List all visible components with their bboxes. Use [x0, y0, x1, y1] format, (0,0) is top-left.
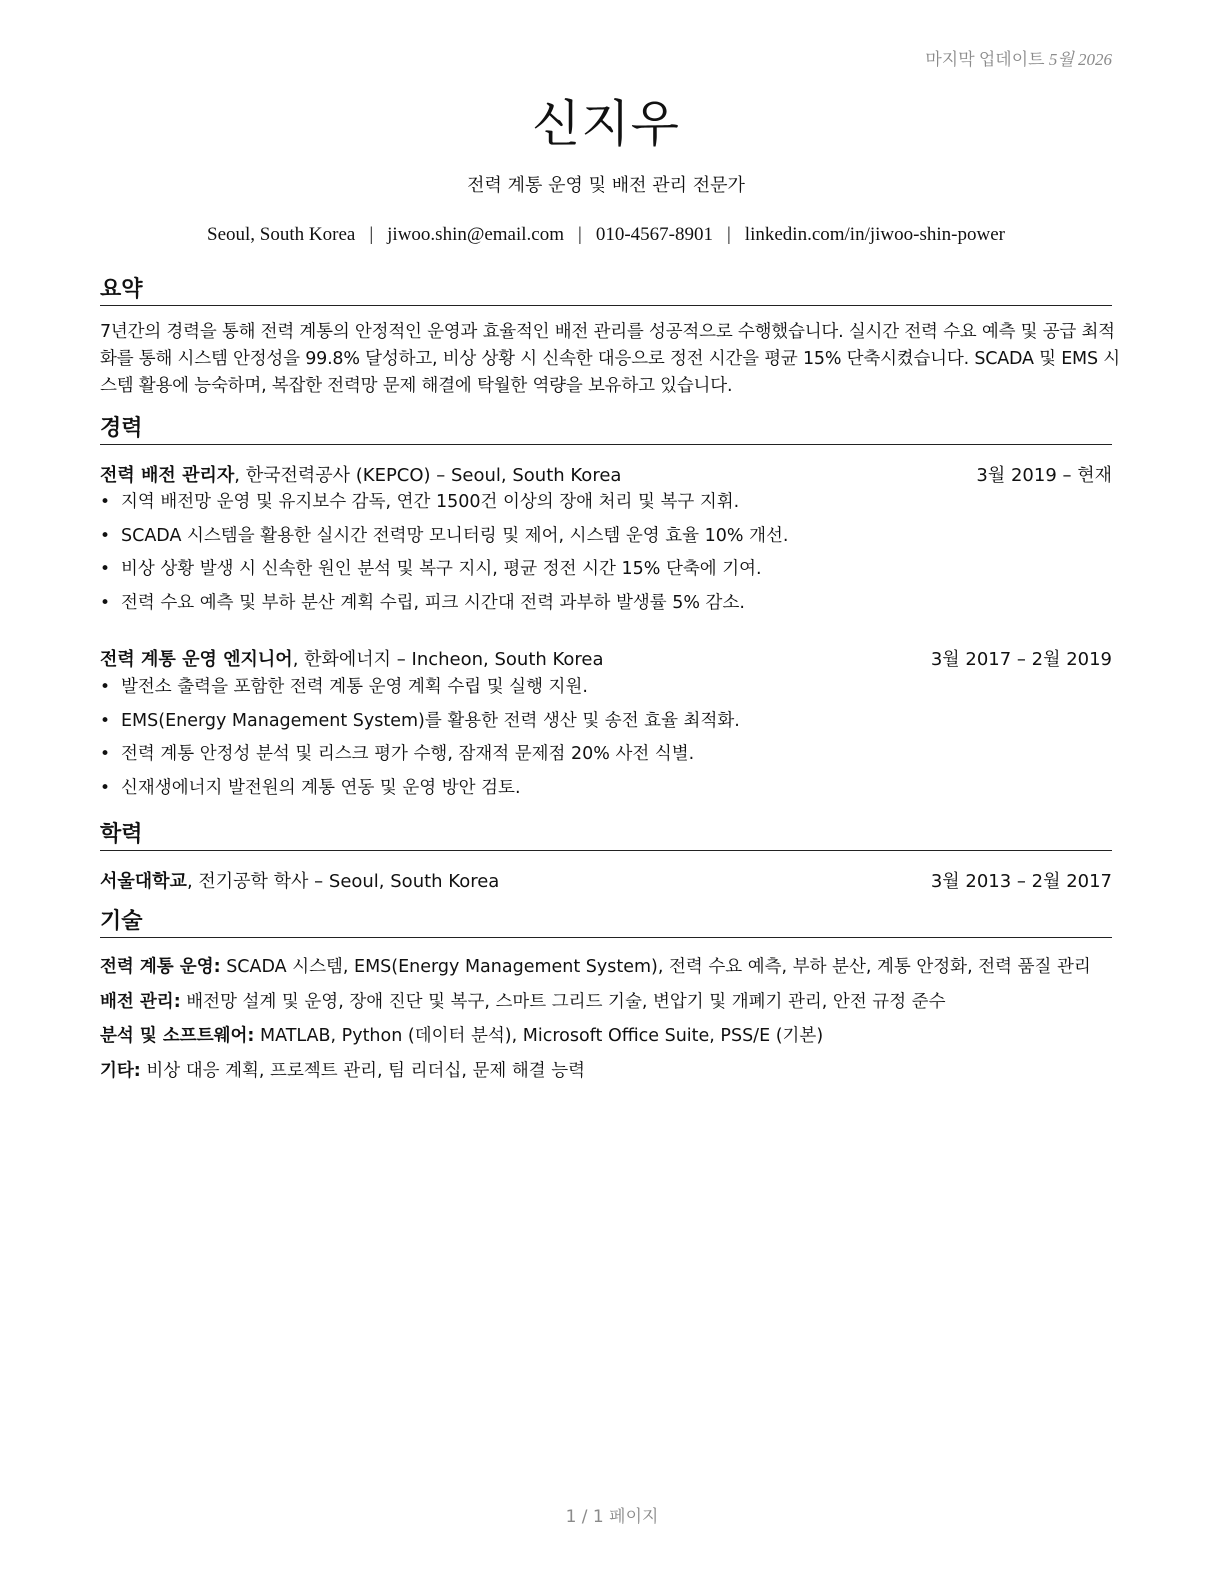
- section-title-education: 학력: [100, 821, 1112, 851]
- bullet-icon: •: [100, 492, 111, 512]
- skill-row: [100, 1054, 1120, 1089]
- list-item-text: 전력 수요 예측 및 부하 분산 계획 수립, 피크 시간대 전력 과부하 발생률 5% 감소.: [121, 592, 745, 613]
- bullet-icon: •: [100, 710, 111, 731]
- bullet-icon: •: [100, 677, 111, 697]
- section-title-experience: 경력: [100, 415, 1112, 445]
- list-item-text: 신재생에너지 발전원의 계통 연동 및 운영 방안 검토.: [121, 777, 521, 798]
- list-item: [100, 772, 740, 806]
- summary-text: 7년간의 경력을 통해 전력 계통의 안정적인 운영과 효율적인 배전 관리를 성공적으로 수행했습니다. 실시간 전력 수요 예측 및 공급 최적화를 통해 시스템 안정성을 99.8% 달성하고, 비상 상황 시 신속한 대응으로 정전 시간을 평균 15% 단축시켰습니다. SCADA 및 EMS 시스템 활용에 능숙하며, 복잡한 전력망 문제 해결에 탁월한 역량을 보유하고 있습니다.: [100, 322, 1120, 396]
- skill-value: 배전망 설계 및 운영, 장애 진단 및 복구, 스마트 그리드 기술, 변압기 및 개폐기 관리, 안전 규정 준수: [180, 991, 946, 1012]
- contact-separator: |: [578, 224, 582, 245]
- bullet-icon: •: [100, 592, 111, 613]
- skill-label: 기타:: [100, 1060, 141, 1081]
- list-item: [100, 486, 788, 520]
- job-dates: 3월 2019 – 현재: [976, 465, 1112, 486]
- bullet-icon: •: [100, 559, 111, 579]
- contact-line: [100, 224, 1112, 246]
- resume-page: [100, 0, 1120, 1584]
- job-dates: 3월 2017 – 2월 2019: [930, 649, 1112, 670]
- contact-separator: |: [726, 224, 731, 245]
- last-updated-label: 마지막 업데이트: [925, 50, 1045, 69]
- list-item-text: 발전소 출력을 포함한 전력 계통 운영 계획 수립 및 실행 지원.: [121, 677, 588, 697]
- page-number: 1 / 1 페이지: [565, 1507, 659, 1527]
- contact-email[interactable]: jiwoo.shin@email.com: [387, 224, 565, 245]
- list-item-text: 비상 상황 발생 시 신속한 원인 분석 및 복구 지시, 평균 정전 시간 15% 단축에 기여.: [121, 559, 762, 579]
- skills-list: [100, 950, 1120, 1088]
- list-item-text: 지역 배전망 운영 및 유지보수 감독, 연간 1500건 이상의 장애 처리 및 복구 지휘.: [121, 492, 740, 512]
- list-item: [100, 705, 740, 739]
- skill-row: [100, 950, 1120, 985]
- last-updated: [925, 45, 1112, 70]
- list-item-text: SCADA 시스템을 활용한 실시간 전력망 모니터링 및 제어, 시스템 운영 효율 10% 개선.: [121, 525, 789, 546]
- education-heading: [100, 867, 1112, 893]
- contact-phone: 010-4567-8901: [595, 224, 713, 245]
- candidate-name: 신지우: [532, 95, 680, 153]
- skill-value: MATLAB, Python (데이터 분석), Microsoft Office Suite, PSS/E (기본): [254, 1026, 824, 1046]
- list-item: [100, 520, 788, 554]
- skill-row: [100, 985, 1120, 1020]
- last-updated-date: 5월 2026: [1048, 50, 1112, 69]
- skill-label: 분석 및 소프트웨어:: [100, 1026, 255, 1046]
- bullet-icon: •: [100, 744, 111, 764]
- section-title-summary: 요약: [100, 276, 1112, 306]
- job-company: , 한국전력공사 (KEPCO) – Seoul, South Korea: [234, 465, 622, 486]
- list-item: [100, 587, 788, 621]
- skill-value: 비상 대응 계획, 프로젝트 관리, 팀 리더십, 문제 해결 능력: [140, 1060, 586, 1081]
- job-heading: [100, 645, 1112, 671]
- list-item: [100, 553, 788, 587]
- section-title-skills: 기술: [100, 908, 1112, 938]
- job-bullets: [100, 671, 740, 805]
- list-item: [100, 738, 740, 772]
- job-role: 전력 계통 운영 엔지니어: [100, 649, 293, 670]
- skill-label: 전력 계통 운영:: [100, 957, 221, 977]
- bullet-icon: •: [100, 777, 111, 798]
- education-degree: , 전기공학 학사 – Seoul, South Korea: [186, 871, 500, 892]
- job-role: 전력 배전 관리자: [100, 465, 235, 486]
- skill-value: SCADA 시스템, EMS(Energy Management System), 전력 수요 예측, 부하 분산, 계통 안정화, 전력 품질 관리: [220, 957, 1091, 977]
- list-item-text: 전력 계통 안정성 분석 및 리스크 평가 수행, 잠재적 문제점 20% 사전 식별.: [121, 744, 695, 764]
- skill-row: [100, 1019, 1120, 1054]
- job-heading: [100, 461, 1112, 487]
- job-bullets: [100, 486, 788, 620]
- education-school: 서울대학교: [100, 871, 187, 892]
- contact-location: Seoul, South Korea: [207, 224, 356, 245]
- candidate-tagline: 전력 계통 운영 및 배전 관리 전문가: [467, 175, 745, 196]
- contact-linkedin[interactable]: linkedin.com/in/jiwoo-shin-power: [744, 224, 1005, 245]
- bullet-icon: •: [100, 525, 111, 546]
- skill-label: 배전 관리:: [100, 991, 181, 1012]
- education-dates: 3월 2013 – 2월 2017: [930, 871, 1112, 892]
- contact-separator: |: [369, 224, 374, 245]
- job-company: , 한화에너지 – Incheon, South Korea: [292, 649, 604, 670]
- list-item-text: EMS(Energy Management System)를 활용한 전력 생산 및 송전 효율 최적화.: [121, 710, 740, 731]
- list-item: [100, 671, 740, 705]
